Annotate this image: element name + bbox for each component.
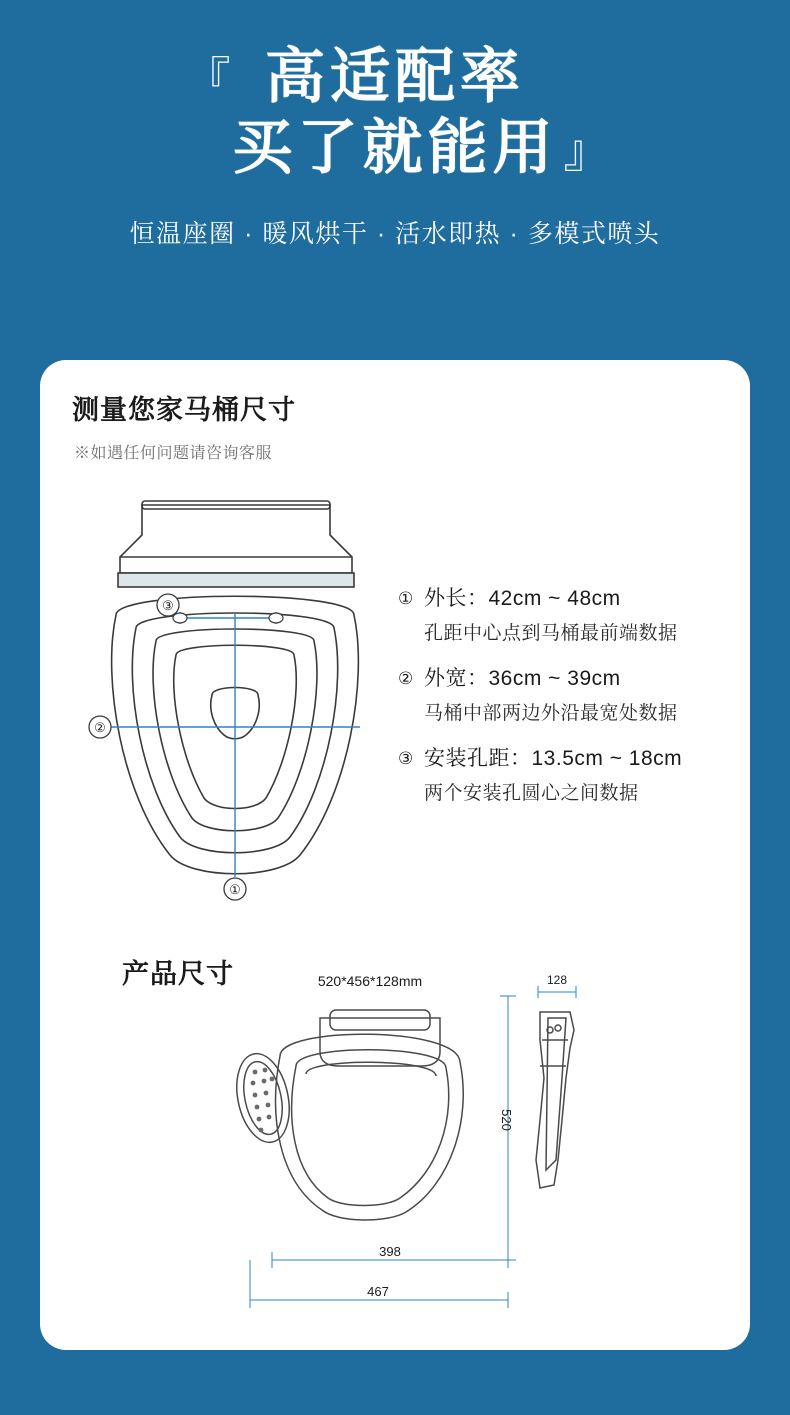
- toilet-marker-2: ②: [94, 720, 106, 735]
- spec-item-2: [398, 662, 728, 696]
- toilet-marker-3: ③: [162, 598, 174, 613]
- headline-line-1: 高适配率: [265, 43, 525, 110]
- product-dimension-diagram: [210, 970, 630, 1330]
- spec-list: [398, 582, 728, 822]
- spec-desc-1: 孔距中心点到马桶最前端数据: [424, 623, 678, 644]
- header-subtitle: 恒温座圈 · 暖风烘干 · 活水即热 · 多模式喷头: [129, 219, 661, 248]
- spec-desc-3: 两个安装孔圆心之间数据: [424, 783, 639, 804]
- card-note: ※如遇任何问题请咨询客服: [74, 445, 273, 462]
- headline-block: [184, 42, 610, 184]
- page-header: [0, 0, 790, 250]
- spec-number-3: ③: [398, 749, 414, 768]
- spec-number-1: ①: [398, 589, 414, 608]
- card-title: 测量您家马桶尺寸: [72, 395, 296, 425]
- spec-item-1: [398, 582, 728, 616]
- dimension-thickness-label: 128: [546, 973, 568, 987]
- spec-desc-2: 马桶中部两边外沿最宽处数据: [424, 703, 678, 724]
- spec-main-3: 安装孔距：13.5cm ~ 18cm: [424, 747, 683, 770]
- spec-main-2: 外宽：36cm ~ 39cm: [424, 667, 621, 690]
- dimension-outer-width-label: 467: [367, 1284, 389, 1299]
- quote-open-icon: 『: [184, 53, 231, 105]
- toilet-diagram: [80, 495, 390, 915]
- spec-item-3: [398, 742, 728, 776]
- measurement-card: [40, 360, 750, 1350]
- quote-close-icon: 』: [563, 124, 610, 177]
- headline-line-2: 买了就能用: [232, 113, 558, 181]
- dimension-height-label: 520: [499, 1109, 514, 1131]
- dimension-inner-width-label: 398: [379, 1244, 401, 1259]
- spec-main-1: 外长：42cm ~ 48cm: [424, 587, 621, 610]
- overall-size-label: 520*456*128mm: [317, 973, 423, 989]
- spec-number-2: ②: [398, 669, 414, 688]
- toilet-marker-1: ①: [229, 882, 241, 897]
- product-size-title: 产品尺寸: [122, 959, 234, 989]
